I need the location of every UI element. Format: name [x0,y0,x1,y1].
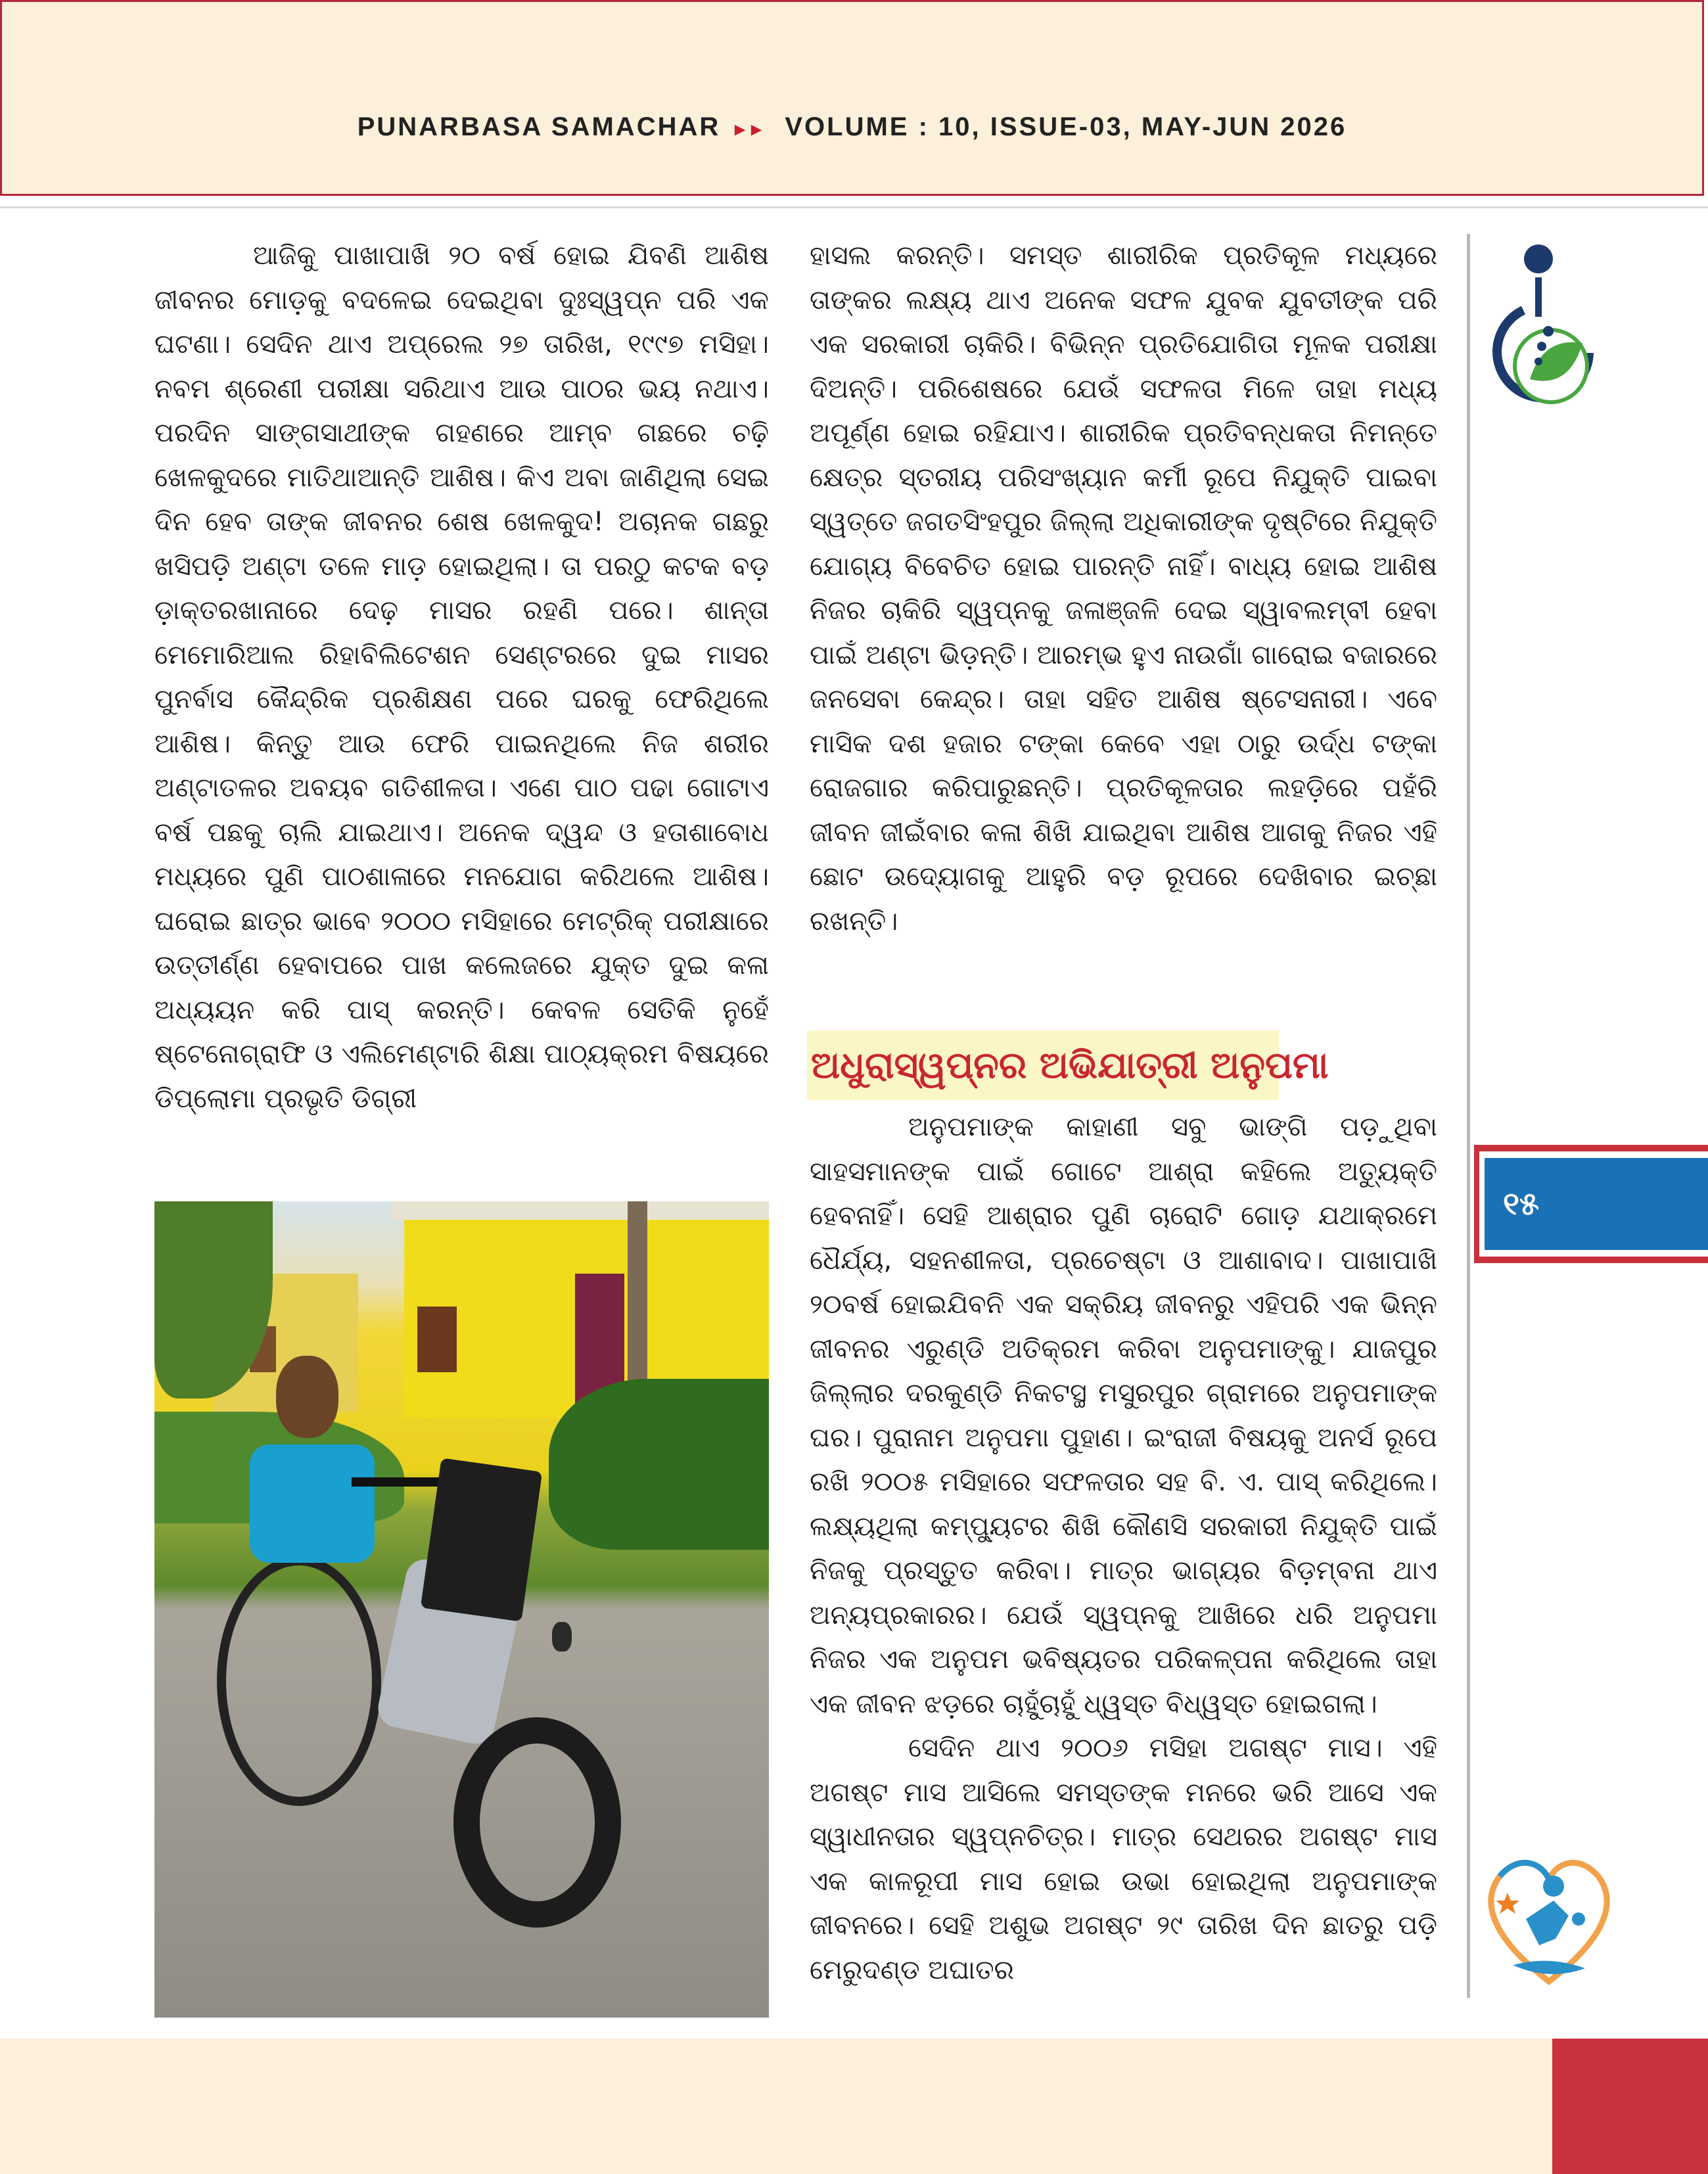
article-paragraph: ଅନୁପମାଙ୍କ କାହାଣୀ ସବୁ ଭାଙ୍ଗି ପଡ଼ୁଥିବା ସାହସମାନଙ୍କ ପାଇଁ ଗୋଟେ ଆଶ୍ରା କହିଲେ ଅତ୍ୟୁକ୍ତି ହେବନାହିଁ। ସେହି ଆଶ୍ରାର ପୁଣି ଚାରୋଟି ଗୋଡ଼ ଯଥାକ୍ରମେ ଧୈର୍ଯ୍ୟ, ସହନଶୀଳତା, ପ୍ରଚେଷ୍ଟା ଓ ଆଶାବାଦ। ପାଖାପାଖି ୨୦ବର୍ଷ ହୋଇଯିବନି ଏକ ସକ୍ରିୟ ଜୀବନରୁ ଏହିପରି ଏକ ଭିନ୍ନ ଜୀବନର ଏରୁଣ୍ଡି ଅତିକ୍ରମ କରିବା ଅନୁପମାଙ୍କୁ। ଯାଜପୁର ଜିଲ୍ଲାର ଦରକୁଣ୍ଡି ନିକଟସ୍ଥ ମସୁରପୁର ଗ୍ରାମରେ ଅନୁପମାଙ୍କ ଘର। ପୁରାନାମ ଅନୁପମା ପୁହାଣ। ଇଂରାଜୀ ବିଷୟକୁ ଅନର୍ସ ରୂପେ ରଖି ୨୦୦୫ ମସିହାରେ ସଫଳତାର ସହ ବି. ଏ. ପାସ୍ କରିଥିଲେ। ଲକ୍ଷ୍ୟଥିଲା କମ୍ପ୍ୟୁଟର ଶିଖି କୌଣସି ସରକାରୀ ନିଯୁକ୍ତି ପାଇଁ ନିଜକୁ ପ୍ରସ୍ତୁତ କରିବା। ମାତ୍ର ଭାଗ୍ୟର ବିଡ଼ମ୍ବନା ଥାଏ ଅନ୍ୟପ୍ରକାରର। ଯେଉଁ ସ୍ୱପ୍ନକୁ ଆଖିରେ ଧରି ଅନୁପମା ନିଜର ଏକ ଅନୁପମ ଭବିଷ୍ୟତର ପରିକଳ୍ପନା କରିଥିଲେ ତାହା ଏକ ଜୀବନ ଝଡ଼ରେ ଚାହୁଁଚାହୁଁ ଧ୍ୱସ୍ତ ବିଧ୍ୱସ୍ତ ହୋଇଗଲା। [810,1112,1437,1719]
masthead-text [2,112,1702,142]
heart-rehab-logo-icon [1480,1840,1618,1998]
page-number-tab [1474,1145,1708,1263]
article-photo-wheelchair-man [154,1201,769,2018]
article-heading: ଅଧୁରାସ୍ୱପ୍ନର ଅଭିଯାତ୍ରୀ ଅନୁପମା [807,1030,1279,1100]
wheelchair-logo-icon [1490,238,1596,428]
article-paragraph: ହାସଲ କରନ୍ତି। ସମସ୍ତ ଶାରୀରିକ ପ୍ରତିକୂଳ ମଧ୍ୟରେ ତାଙ୍କର ଲକ୍ଷ୍ୟ ଥାଏ ଅନେକ ସଫଳ ଯୁବକ ଯୁବତୀଙ୍କ ପରି ଏକ ସରକାରୀ ଚାକିରି। ବିଭିନ୍ନ ପ୍ରତିଯୋଗିତା ମୂଳକ ପରୀକ୍ଷା ଦିଅନ୍ତି। ପରିଶେଷରେ ଯେଉଁ ସଫଳତା ମିଳେ ତାହା ମଧ୍ୟ ଅପୂର୍ଣ୍ଣ ହୋଇ ରହିଯାଏ। ଶାରୀରିକ ପ୍ରତିବନ୍ଧକତା ନିମନ୍ତେ କ୍ଷେତ୍ର ସ୍ତରୀୟ ପରିସଂଖ୍ୟାନ କର୍ମୀ ରୂପେ ନିଯୁକ୍ତି ପାଇବା ସ୍ୱତ୍ତେ ଜଗତସିଂହପୁର ଜିଲ୍ଲା ଅଧିକାରୀଙ୍କ ଦୃଷ୍ଟିରେ ନିଯୁକ୍ତି ଯୋଗ୍ୟ ବିବେଚିତ ହୋଇ ପାରନ୍ତି ନାହିଁ। ବାଧ୍ୟ ହୋଇ ଆଶିଷ ନିଜର ଚାକିରି ସ୍ୱପ୍ନକୁ ଜଳାଞ୍ଜଳି ଦେଇ ସ୍ୱାବଲମ୍ବୀ ହେବା ପାଇଁ ଅଣ୍ଟା ଭିଡ଼ନ୍ତି। ଆରମ୍ଭ ହୁଏ ନାଉଗାଁ ଗାରୋଇ ବଜାରରେ ଜନସେବା କେନ୍ଦ୍ର। ତାହା ସହିତ ଆଶିଷ ଷ୍ଟେସନାରୀ। ଏବେ ମାସିକ ଦଶ ହଜାର ଟଙ୍କା କେବେ ଏହା ଠାରୁ ଉର୍ଦ୍ଧ ଟଙ୍କା ରୋଜଗାର କରିପାରୁଛନ୍ତି। ପ୍ରତିକୂଳତାର ଲହଡ଼ିରେ ପହଁରି ଜୀବନ ଜୀଇଁବାର କଳା ଶିଖି ଯାଇଥିବା ଆଶିଷ ଆଗକୁ ନିଜର ଏହି ଛୋଟ ଉଦ୍ୟୋଗକୁ ଆହୁରି ବଡ଼ ରୂପରେ ଦେଖିବାର ଇଚ୍ଛା ରଖନ୍ତି। [810,241,1437,937]
footer-accent [1552,2039,1708,2174]
column-left [154,234,769,1121]
article-paragraph: ସେଦିନ ଥାଏ ୨୦୦୬ ମସିହା ଅଗଷ୍ଟ ମାସ। ଏହି ଅଗଷ୍ଟ ମାସ ଆସିଲେ ସମସ୍ତଙ୍କ ମନରେ ଭରି ଆସେ ଏକ ସ୍ୱାଧୀନତାର ସ୍ୱପ୍ନଚିତ୍ର। ମାତ୍ର ସେଥରର ଅଗଷ୍ଟ ମାସ ଏକ କାଳରୂପୀ ମାସ ହୋଇ ଉଭା ହୋଇଥିଲା ଅନୁପମାଙ୍କ ଜୀବନରେ। ସେହି ଅଶୁଭ ଅଗଷ୍ଟ ୨୯ ତାରିଖ ଦିନ ଛାତରୁ ପଡ଼ି ମେରୁଦଣ୍ଡ ଅଘାତର [810,1733,1437,1985]
vertical-divider [1467,234,1470,1998]
page-number: ୧୫ [1485,1158,1708,1250]
masthead [0,0,1704,196]
arrow-separator-icon: ▸▸ [735,118,768,140]
header-divider [0,206,1708,208]
issue-info: VOLUME : 10, ISSUE-03, MAY-JUN 2026 [785,112,1347,141]
publication-name: PUNARBASA SAMACHAR [357,112,721,141]
footer-band [0,2039,1708,2174]
column-right-bottom [810,1105,1437,1993]
article-paragraph: ଆଜିକୁ ପାଖାପାଖି ୨୦ ବର୍ଷ ହୋଇ ଯିବଣି ଆଶିଷ ଜୀବନର ମୋଡ଼କୁ ବଦଳେଇ ଦେଇଥିବା ଦୁଃସ୍ୱପ୍ନ ପରି ଏକ ଘଟଣା। ସେଦିନ ଥାଏ ଅପ୍ରେଲ ୨୭ ତାରିଖ, ୧୯୯୭ ମସିହା। ନବମ ଶ୍ରେଣୀ ପରୀକ୍ଷା ସରିଥାଏ ଆଉ ପାଠର ଭୟ ନଥାଏ। ପରଦିନ ସାଙ୍ଗସାଥୀଙ୍କ ଗହଣରେ ଆମ୍ବ ଗଛରେ ଚଢ଼ି ଖେଳକୁଦରେ ମାତିଥାଆନ୍ତି ଆଶିଷ। କିଏ ଅବା ଜାଣିଥିଲା ସେଇ ଦିନ ହେବ ତାଙ୍କ ଜୀବନର ଶେଷ ଖେଳକୁଦ! ଅଚାନକ ଗଛରୁ ଖସିପଡ଼ି ଅଣ୍ଟା ତଳେ ମାଡ଼ ହୋଇଥିଲା। ତା ପରଠୁ କଟକ ବଡ଼ ଡ଼ାକ୍ତରଖାନାରେ ଦେଢ଼ ମାସର ରହଣି ପରେ। ଶାନ୍ତା ମେମୋରିଆଲ ରିହାବିଲିଟେଶନ ସେଣ୍ଟରରେ ଦୁଇ ମାସର ପୁନର୍ବାସ କୈନ୍ଦ୍ରିକ ପ୍ରଶିକ୍ଷଣ ପରେ ଘରକୁ ଫେରିଥିଲେ ଆଶିଷ। କିନ୍ତୁ ଆଉ ଫେରି ପାଇନଥିଲେ ନିଜ ଶରୀର ଅଣ୍ଟାତଳର ଅବୟବ ଗତିଶୀଳତା। ଏଣେ ପାଠ ପଢା ଗୋଟାଏ ବର୍ଷ ପଛକୁ ଚାଲି ଯାଇଥାଏ। ଅନେକ ଦ୍ୱନ୍ଦ ଓ ହତାଶାବୋଧ ମଧ୍ୟରେ ପୁଣି ପାଠଶାଳାରେ ମନଯୋଗ କରିଥଲେ ଆଶିଷ। ଘରୋଇ ଛାତ୍ର ଭାବେ ୨୦୦୦ ମସିହାରେ ମେଟ୍ରିକ୍ ପରୀକ୍ଷାରେ ଉତ୍ତୀର୍ଣ୍ଣ ହେବାପରେ ପାଖ କଲେଜରେ ଯୁକ୍ତ ଦୁଇ କଳା ଅଧ୍ୟୟନ କରି ପାସ୍ କରନ୍ତି। କେବଳ ସେତିକି ନୁହେଁ ଷ୍ଟେନୋଗ୍ରାଫି ଓ ଏଲିମେଣ୍ଟାରି ଶିକ୍ଷା ପାଠ୍ୟକ୍ରମ ବିଷୟରେ ଡିପ୍ଲୋମା ପ୍ରଭୃତି ଡିଗ୍ରୀ [154,241,769,1114]
column-right-top [810,234,1437,944]
